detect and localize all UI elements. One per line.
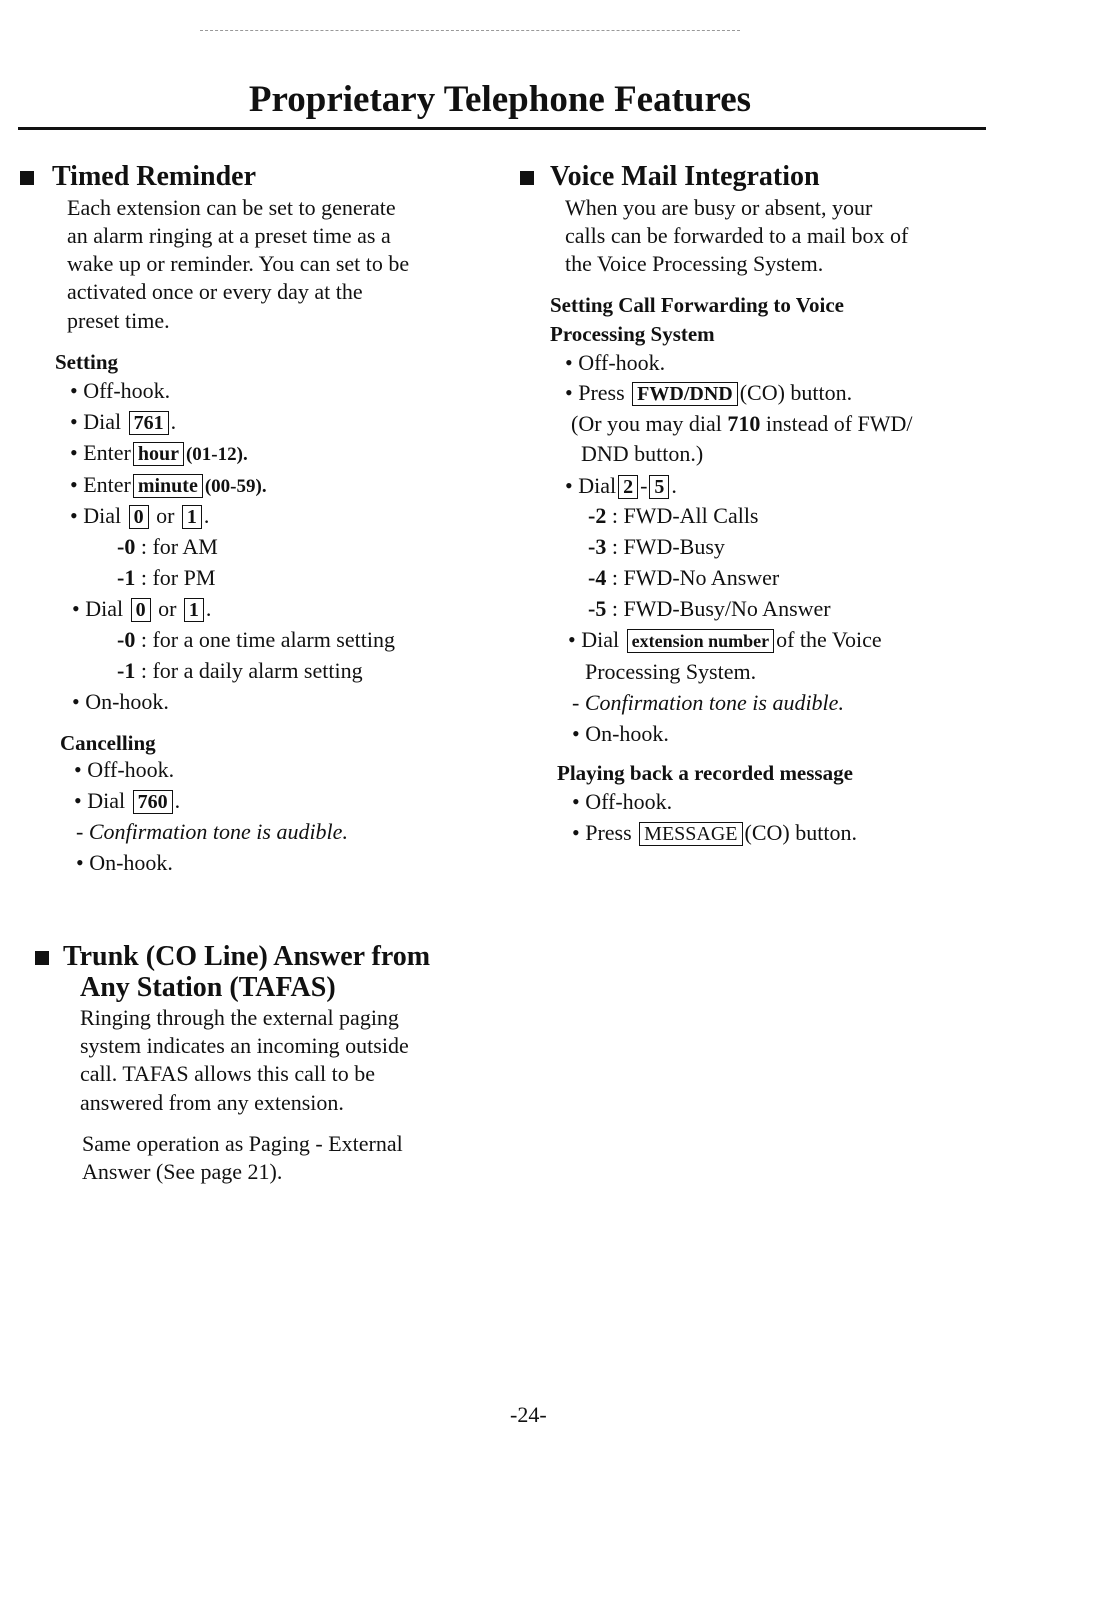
scan-artifact [200, 30, 740, 33]
setting-label: Setting Call Forwarding to Voice [550, 293, 844, 317]
section-bullet-icon [35, 951, 49, 965]
timed-reminder-heading: Timed Reminder [52, 161, 257, 192]
option [588, 564, 779, 592]
note-line [571, 410, 913, 438]
step: • Dial 761 . [70, 409, 177, 434]
step [70, 471, 267, 501]
key-hour: hour [133, 442, 184, 466]
section-bullet-icon [520, 171, 534, 185]
note-line: Answer (See page 21). [82, 1159, 283, 1184]
step-text: • Dial [568, 627, 620, 652]
option-text: : for a one time alarm setting [140, 627, 395, 652]
key-5: 5 [649, 475, 669, 499]
step: • Dial 2 - 5 . [565, 473, 677, 498]
step [572, 819, 857, 847]
intro-line: call. TAFAS allows this call to be [80, 1061, 376, 1086]
playback-label: Playing back a recorded message [557, 761, 853, 785]
option-code: -4 [588, 565, 607, 590]
key-2: 2 [618, 475, 638, 499]
range: (00-59). [204, 476, 267, 497]
confirmation-note: - Confirmation tone is audible. [572, 690, 844, 715]
step [568, 626, 882, 654]
key-0: 0 [129, 505, 149, 529]
option [117, 533, 218, 561]
key-1: 1 [184, 598, 204, 622]
or-text: or [156, 503, 175, 528]
option-text: : for AM [140, 534, 218, 559]
step-text: of the Voice [776, 627, 882, 652]
setting-label: Processing System [550, 322, 715, 346]
key-fwd-dnd: FWD/DND [632, 382, 738, 406]
key-1: 1 [182, 505, 202, 529]
option-text: : for PM [140, 565, 216, 590]
option-code: -5 [588, 596, 607, 621]
intro-line: Ringing through the external paging [80, 1005, 399, 1030]
step-text: • Dial [70, 409, 122, 434]
option-text: : FWD-All Calls [611, 503, 759, 528]
option [588, 595, 831, 623]
note-line: DND button.) [581, 441, 704, 466]
step-text: • Dial [72, 596, 124, 621]
note-line: Same operation as Paging - External [82, 1131, 403, 1156]
code-710: 710 [727, 411, 761, 436]
voice-mail-heading: Voice Mail Integration [550, 161, 820, 192]
step [70, 439, 248, 469]
intro-line: calls can be forwarded to a mail box of [565, 223, 909, 248]
intro-line: answered from any extension. [80, 1090, 344, 1115]
intro-line: preset time. [67, 308, 170, 333]
option-text: : FWD-Busy [611, 534, 725, 559]
step: • Off-hook. [74, 757, 175, 782]
cancelling-label: Cancelling [60, 731, 156, 755]
option [117, 657, 363, 685]
intro-line: an alarm ringing at a preset time as a [67, 223, 391, 248]
step-text: (CO) button. [744, 820, 857, 845]
step: • Dial 0 or 1 . [70, 503, 210, 528]
step: • Dial 760 . [74, 788, 181, 813]
step-text: • Dial [565, 473, 617, 498]
option-code: -0 [117, 534, 136, 559]
option-code: -2 [588, 503, 607, 528]
tafas-heading: Any Station (TAFAS) [80, 972, 336, 1003]
intro-line: system indicates an incoming outside [80, 1033, 409, 1058]
step: • Off-hook. [70, 378, 171, 403]
step: • Off-hook. [565, 350, 666, 375]
step: • Off-hook. [572, 789, 673, 814]
step-continued: Processing System. [585, 659, 757, 684]
option [117, 564, 215, 592]
option-text: : for a daily alarm setting [140, 658, 363, 683]
step-text: • Press [572, 820, 632, 845]
step: • On-hook. [572, 721, 669, 746]
intro-line: When you are busy or absent, your [565, 195, 873, 220]
option [588, 502, 759, 530]
step-text: • Enter [70, 440, 131, 465]
step-text: • Dial [74, 788, 126, 813]
tafas-heading: Trunk (CO Line) Answer from [63, 941, 431, 972]
intro-line: Each extension can be set to generate [67, 195, 396, 220]
step-text: (CO) button. [739, 380, 853, 405]
intro-line: the Voice Processing System. [565, 251, 824, 276]
key-message: MESSAGE [639, 822, 742, 846]
option-code: -0 [117, 627, 136, 652]
option [117, 626, 395, 654]
key-extension-number: extension number [627, 629, 775, 653]
title-rule [18, 127, 986, 130]
step [565, 379, 852, 407]
step-text: • Press [565, 380, 625, 405]
page-title: Proprietary Telephone Features [248, 79, 752, 120]
key-760: 760 [133, 790, 173, 814]
note-text: instead of FWD/ [760, 411, 913, 436]
confirmation-note: - Confirmation tone is audible. [76, 819, 348, 844]
option [588, 533, 725, 561]
key-0: 0 [131, 598, 151, 622]
note-text: (Or you may dial [571, 411, 728, 436]
section-bullet-icon [20, 171, 34, 185]
key-minute: minute [133, 474, 203, 498]
key-761: 761 [129, 411, 169, 435]
intro-line: activated once or every day at the [67, 279, 363, 304]
option-code: -1 [117, 658, 136, 683]
step-text: • Dial [70, 503, 122, 528]
setting-label: Setting [55, 350, 118, 374]
option-code: -3 [588, 534, 607, 559]
step: • On-hook. [72, 689, 169, 714]
intro-line: wake up or reminder. You can set to be [67, 251, 410, 276]
page-number: -24- [510, 1402, 547, 1427]
option-text: : FWD-Busy/No Answer [611, 596, 831, 621]
or-text: or [158, 596, 177, 621]
option-code: -1 [117, 565, 136, 590]
step: • Dial 0 or 1 . [72, 596, 212, 621]
step: • On-hook. [76, 850, 173, 875]
option-text: : FWD-No Answer [611, 565, 780, 590]
step-text: • Enter [70, 472, 131, 497]
range: (01-12). [185, 444, 248, 465]
